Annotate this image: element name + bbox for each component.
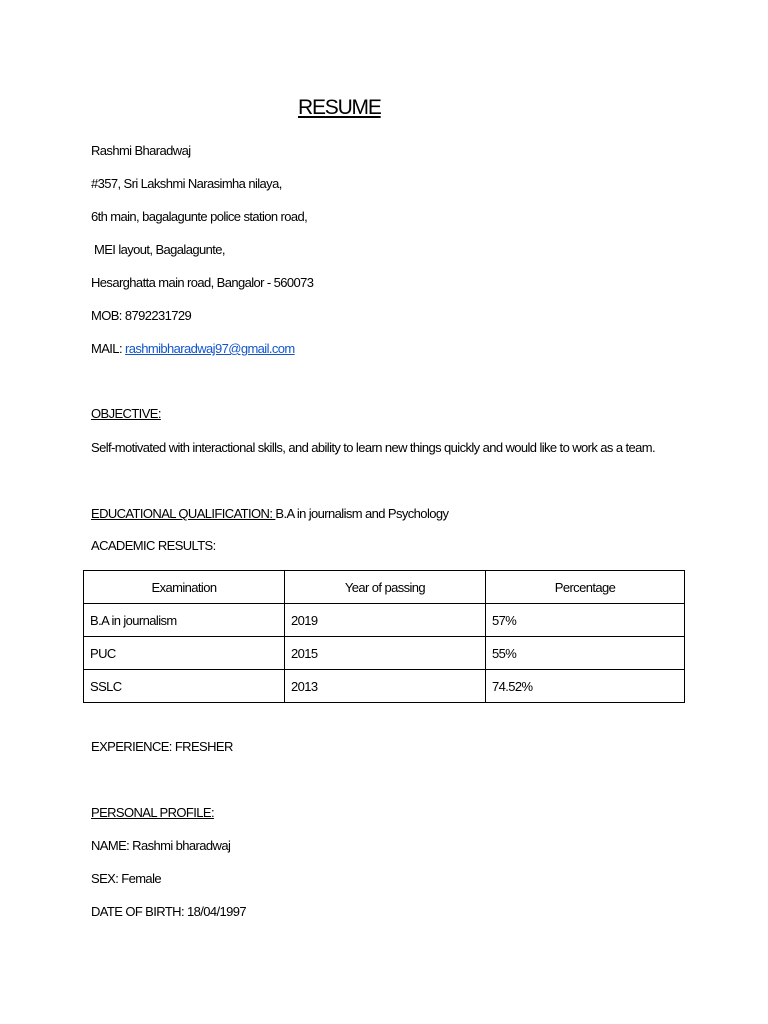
table-row bbox=[84, 670, 685, 703]
education-row bbox=[91, 506, 448, 521]
email-link[interactable]: rashmibharadwaj97@gmail.com bbox=[124, 341, 295, 356]
personal-sex: SEX: Female bbox=[91, 871, 161, 886]
objective-heading: OBJECTIVE: bbox=[91, 406, 161, 421]
address-line-2: 6th main, bagalagunte police station road, bbox=[91, 209, 308, 224]
table-cell: 2015 bbox=[285, 637, 486, 670]
mail-row bbox=[91, 341, 295, 356]
education-value: B.A in journalism and Psychology bbox=[275, 506, 449, 521]
address-line-3: MEI layout, Bagalagunte, bbox=[91, 242, 225, 257]
mobile-number: MOB: 8792231729 bbox=[91, 308, 192, 323]
table-row bbox=[84, 604, 685, 637]
academic-results-heading: ACADEMIC RESULTS: bbox=[91, 538, 216, 553]
experience: EXPERIENCE: FRESHER bbox=[91, 739, 233, 754]
objective-text: Self-motivated with interactional skills, and ability to learn new things quickly and would like to work as a team. bbox=[91, 440, 655, 455]
table-cell: 2013 bbox=[285, 670, 486, 703]
table-header-row bbox=[84, 571, 685, 604]
personal-dob: DATE OF BIRTH: 18/04/1997 bbox=[91, 904, 247, 919]
table-row bbox=[84, 637, 685, 670]
table-cell: PUC bbox=[84, 637, 285, 670]
address-line-4: Hesarghatta main road, Bangalor - 560073 bbox=[91, 275, 314, 290]
table-cell: 57% bbox=[486, 604, 685, 637]
table-cell: 74.52% bbox=[486, 670, 685, 703]
education-heading: EDUCATIONAL QUALIFICATION: bbox=[91, 506, 276, 521]
table-cell: SSLC bbox=[84, 670, 285, 703]
mail-label: MAIL: bbox=[91, 341, 125, 356]
academic-results-table bbox=[83, 570, 685, 703]
column-header-year: Year of passing bbox=[285, 571, 486, 604]
address-line-1: #357, Sri Lakshmi Narasimha nilaya, bbox=[91, 176, 282, 191]
table-cell: B.A in journalism bbox=[84, 604, 285, 637]
page-title: RESUME bbox=[298, 96, 381, 119]
column-header-examination: Examination bbox=[84, 571, 285, 604]
column-header-percentage: Percentage bbox=[486, 571, 685, 604]
table-cell: 2019 bbox=[285, 604, 486, 637]
personal-profile-heading: PERSONAL PROFILE: bbox=[91, 805, 214, 820]
table-cell: 55% bbox=[486, 637, 685, 670]
contact-name: Rashmi Bharadwaj bbox=[91, 143, 191, 158]
personal-name: NAME: Rashmi bharadwaj bbox=[91, 838, 231, 853]
